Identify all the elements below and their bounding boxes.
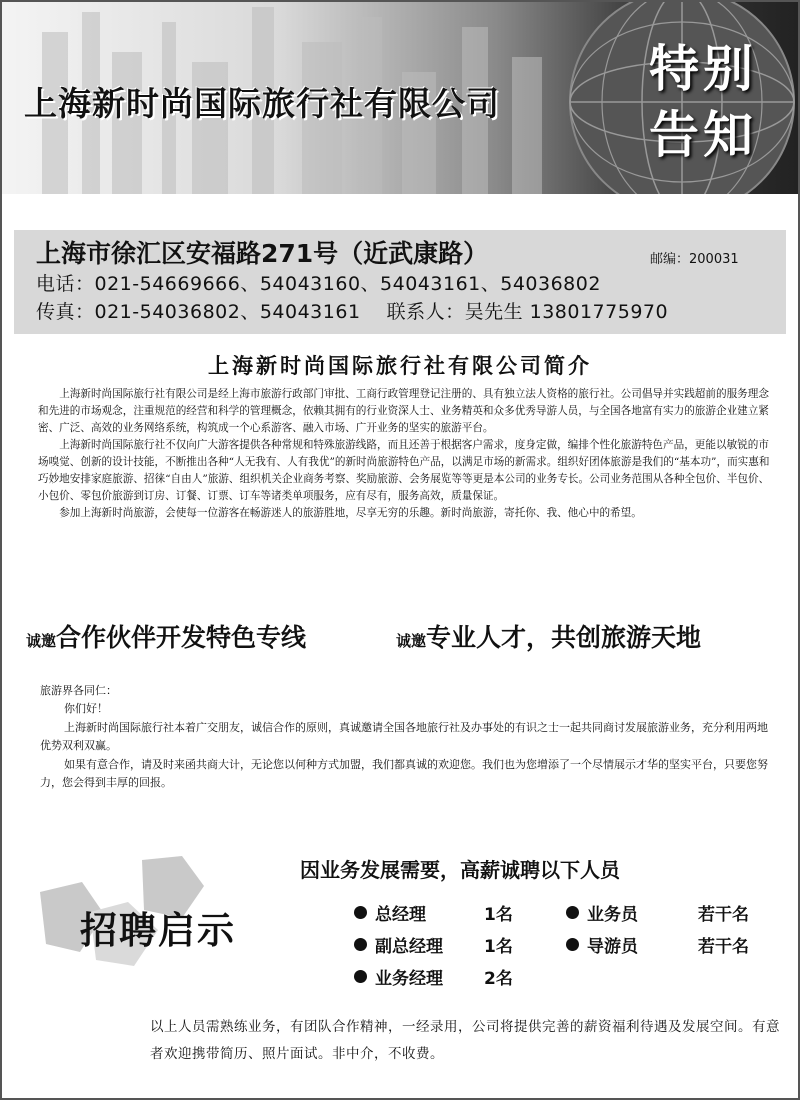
company-name-title: 上海新时尚国际旅行社有限公司 xyxy=(24,84,500,123)
letter-greeting: 你们好！ xyxy=(64,702,108,716)
address-line: 上海市徐汇区安福路271号（近武康路） xyxy=(36,239,489,268)
invite-prefix: 诚邀 xyxy=(26,632,57,650)
position-name: 总经理 xyxy=(375,905,426,925)
invite-prefix: 诚邀 xyxy=(396,632,427,650)
header-banner xyxy=(2,2,798,194)
letter-salutation: 旅游界各同仁： xyxy=(40,684,117,697)
position-item xyxy=(566,900,749,925)
letter-paragraph: 上海新时尚国际旅行社本着广交朋友，诚信合作的原则，真诚邀请全国各地旅行社及办事处的有识之士一起共同商讨发展旅游业务，充分利用两地优势双利双赢。 xyxy=(40,720,768,753)
bullet-icon xyxy=(566,938,579,951)
position-item xyxy=(354,932,513,957)
fax-contact-line: 传真：021-54036802、54043161 联系人：吴先生 13801775970 xyxy=(36,301,669,323)
invite-partners-heading xyxy=(26,618,306,654)
recruit-label: 招聘启示 xyxy=(80,908,236,952)
intro-paragraph: 上海新时尚国际旅行社有限公司是经上海市旅游行政部门审批、工商行政管理登记注册的、具有独立法人资格的旅行社。公司倡导并实践超前的服务理念和先进的市场观念，注重规范的经营和科学的管理概念，依赖其拥有的行业资深人士、业务精英和众多优秀导游人员，与全国各地富有实力的旅游企业建立紧密、广泛、高效的业务网络系统，构筑成一个心系游客、融入市场、广开业务的坚实的旅游平台。 xyxy=(38,388,769,434)
special-notice-title xyxy=(628,36,778,168)
bullet-icon xyxy=(354,938,367,951)
position-count: 1名 xyxy=(484,937,513,957)
intro-paragraph: 上海新时尚国际旅行社不仅向广大游客提供各种常规和特殊旅游线路，而且还善于根据客户需求，度身定做，编排个性化旅游特色产品，更能以敏锐的市场嗅觉、创新的设计技能，不断推出各种“人无我有、人有我优”的新时尚旅游特色产品，以满足市场的新需求。组织好团体旅游是我们的“基本功”，而实惠和巧妙地安排家庭旅游、招徕“自由人”旅游、组织机关企业商务考察、奖励旅游、会务展览等等更是本公司的业务专长。公司业务范围从各种全包价、半包价、小包价、零包价旅游到订房、订餐、订票、订车等诸类单项服务，应有尽有，服务高效，质量保证。 xyxy=(38,439,770,502)
bullet-icon xyxy=(566,906,579,919)
position-item xyxy=(354,900,513,925)
intro-paragraph: 参加上海新时尚旅游，会使每一位游客在畅游迷人的旅游胜地，尽享无穷的乐趣。新时尚旅游，寄托你、我、他心中的希望。 xyxy=(59,507,642,519)
invite-text: 专业人才，共创旅游天地 xyxy=(426,623,702,652)
postcode: 邮编：200031 xyxy=(650,252,739,267)
recruit-note: 以上人员需熟练业务，有团队合作精神，一经录用，公司将提供完善的薪资福利待遇及发展空间。有意者欢迎携带简历、照片面试。非中介，不收费。 xyxy=(150,1019,780,1062)
position-name: 副总经理 xyxy=(375,937,443,957)
contact-block xyxy=(14,230,786,334)
invite-text: 合作伙伴开发特色专线 xyxy=(56,623,307,652)
position-name: 业务经理 xyxy=(375,969,443,989)
position-name: 导游员 xyxy=(587,937,638,957)
position-count: 1名 xyxy=(484,905,513,925)
bullet-icon xyxy=(354,906,367,919)
bullet-icon xyxy=(354,970,367,983)
letter-paragraph: 如果有意合作，请及时来函共商大计，无论您以何种方式加盟，我们都真诚的欢迎您。我们也为您增添了一个尽情展示才华的坚实平台，只要您努力，您会得到丰厚的回报。 xyxy=(40,757,768,790)
invitation-letter xyxy=(40,682,774,792)
position-item xyxy=(566,932,749,957)
intro-body xyxy=(38,386,770,522)
position-count: 2名 xyxy=(484,969,513,989)
intro-title: 上海新时尚国际旅行社有限公司简介 xyxy=(208,354,592,378)
position-count: 若干名 xyxy=(698,937,749,957)
position-name: 业务员 xyxy=(587,905,638,925)
phone-line: 电话：021-54669666、54043160、54043161、54036802 xyxy=(36,273,601,295)
special-notice-line1: 特别 xyxy=(649,40,757,98)
recruit-title: 因业务发展需要，高薪诚聘以下人员 xyxy=(300,858,620,882)
position-item xyxy=(354,964,513,989)
invite-talent-heading xyxy=(396,618,701,654)
position-count: 若干名 xyxy=(698,905,749,925)
special-notice-line2: 告知 xyxy=(649,106,757,164)
